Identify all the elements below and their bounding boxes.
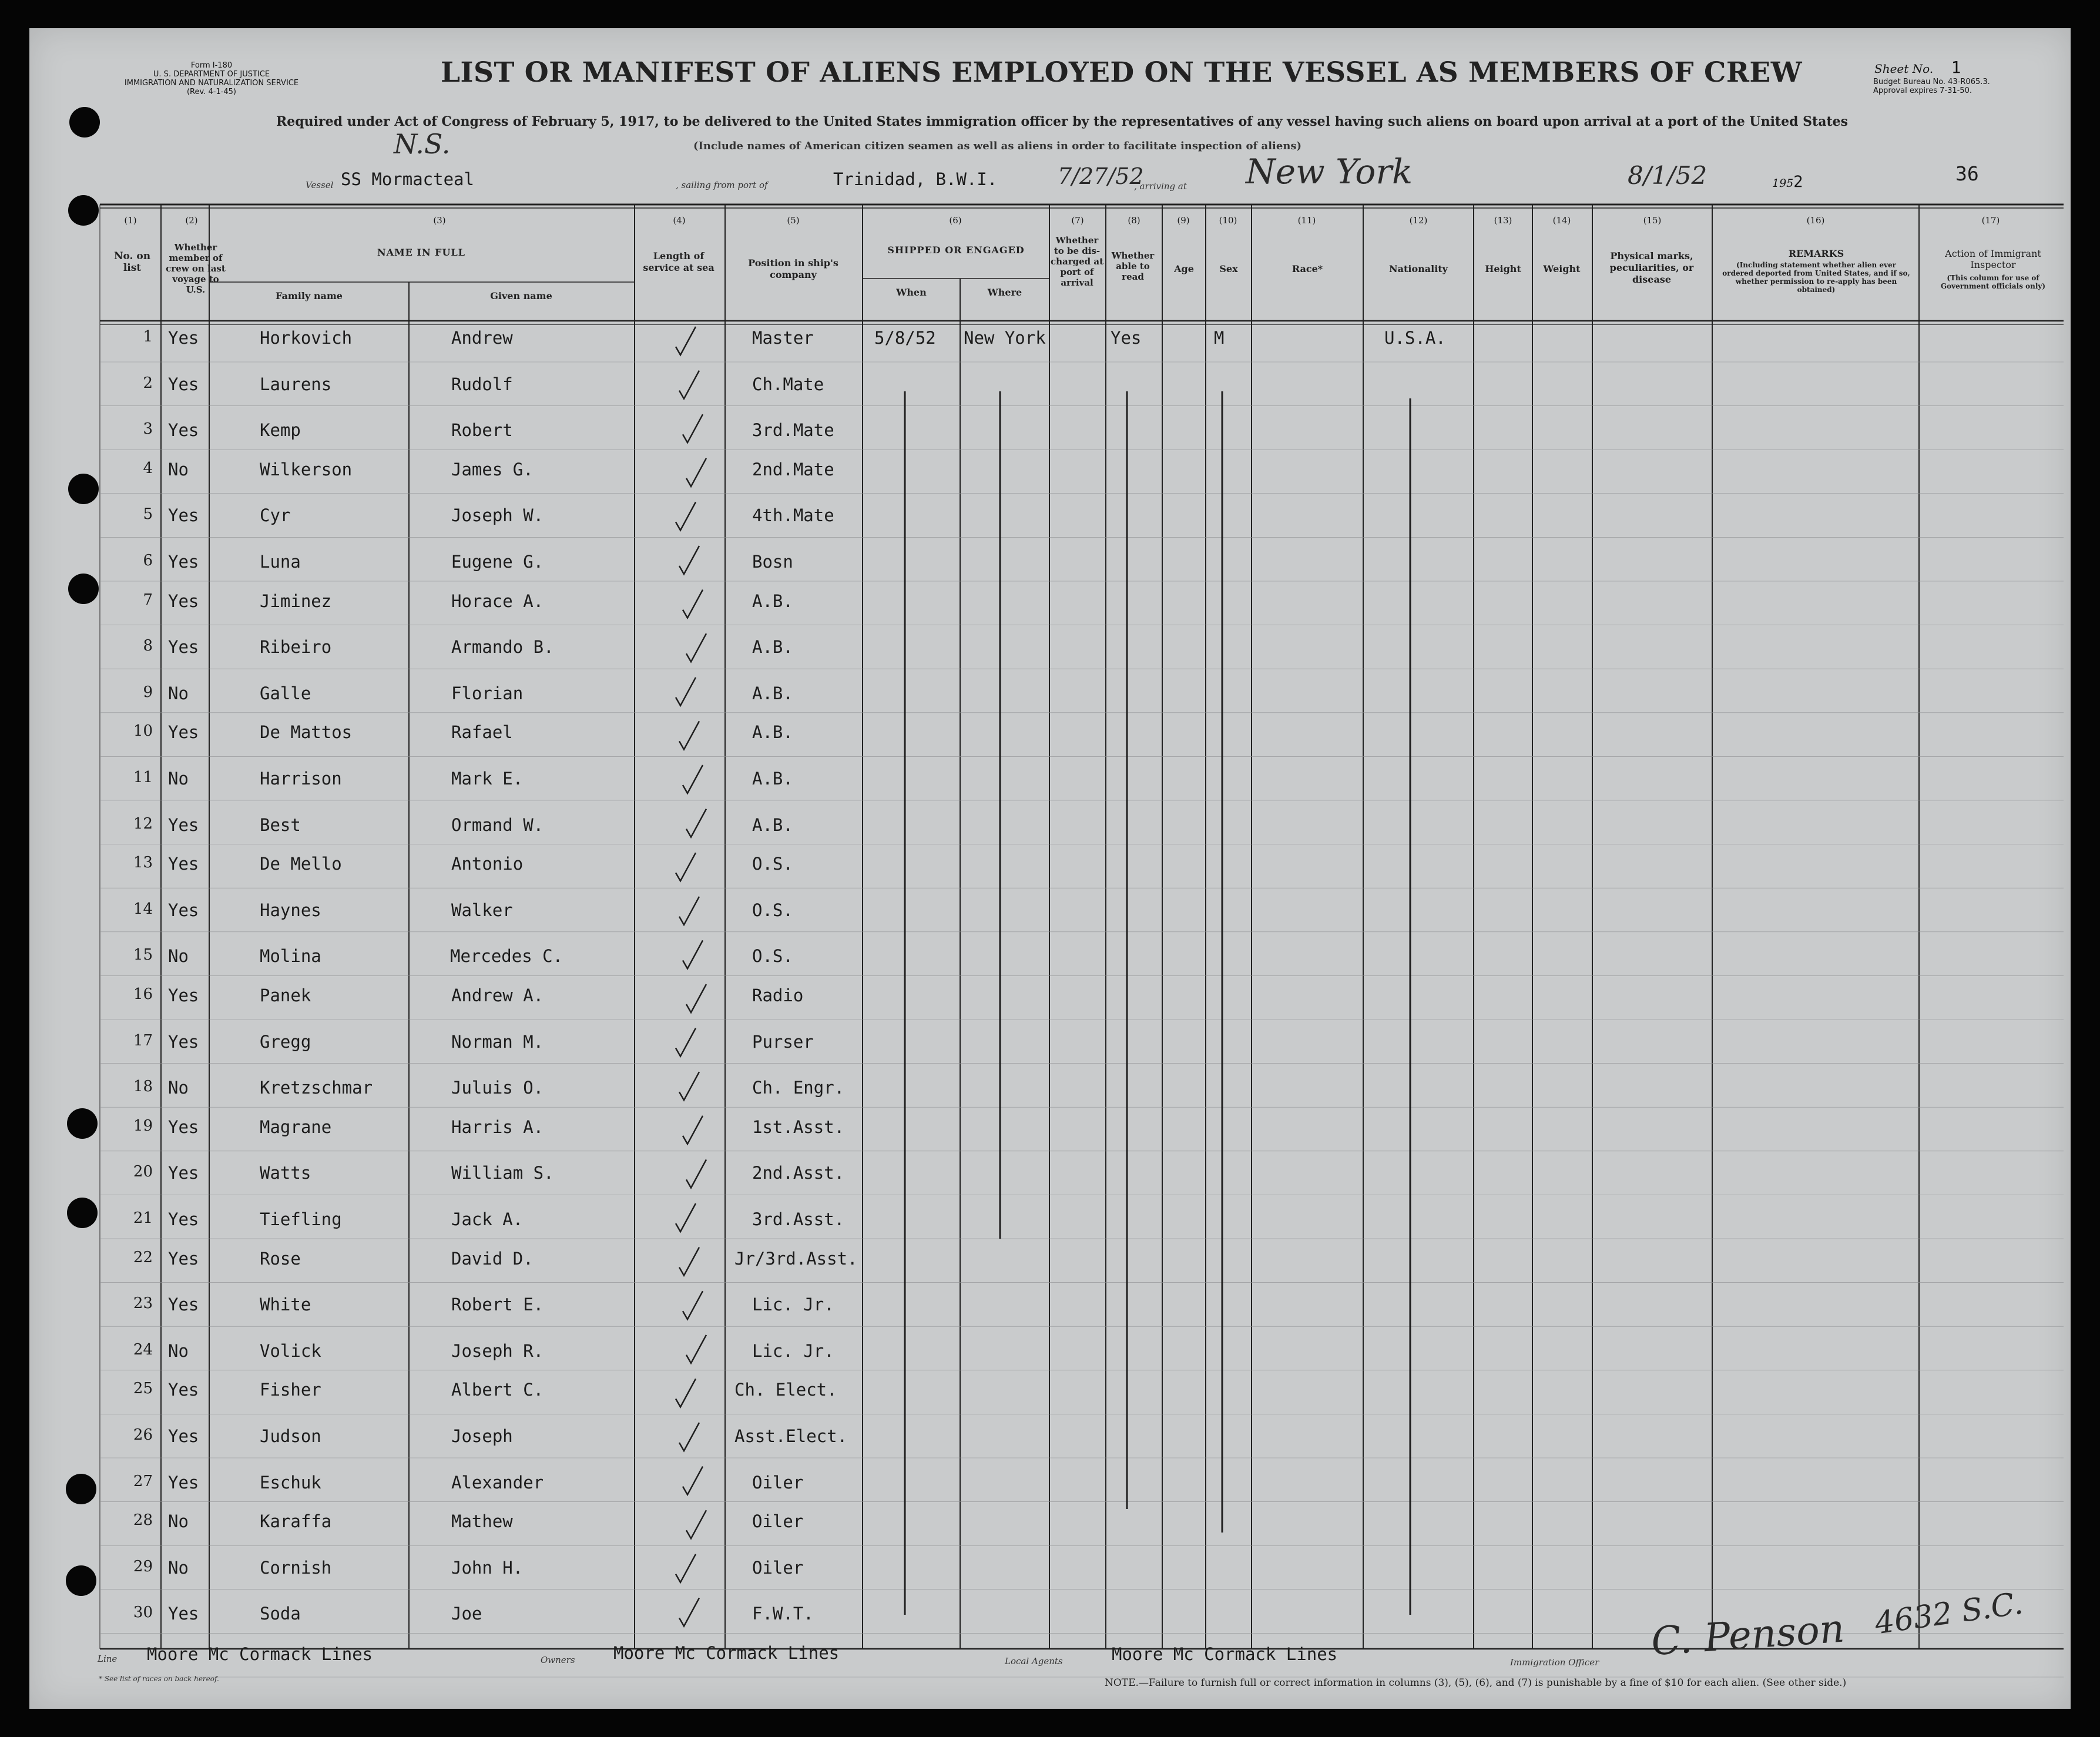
cell-member-last-voyage: Yes bbox=[168, 722, 199, 743]
cell-position: 2nd.Asst. bbox=[752, 1163, 845, 1183]
cell-row-number: 12 bbox=[133, 814, 153, 833]
header-where: Where bbox=[987, 287, 1022, 298]
sheet-label: Sheet No. bbox=[1874, 62, 1934, 76]
check-mark bbox=[686, 1510, 706, 1538]
vessel-label: Vessel bbox=[306, 180, 334, 190]
header-remarks: REMARKS bbox=[1788, 248, 1844, 259]
cell-member-last-voyage: No bbox=[168, 1557, 189, 1578]
check-mark bbox=[676, 1554, 696, 1582]
cell-row-number: 13 bbox=[133, 854, 153, 872]
cell-row-number: 18 bbox=[133, 1078, 153, 1096]
cell-row-number: 3 bbox=[143, 420, 153, 438]
cell-family-name: Harrison bbox=[260, 769, 342, 789]
cell-given-name: Joseph W. bbox=[451, 505, 544, 526]
owners-label: Owners bbox=[541, 1655, 575, 1665]
cell-position: Ch. Engr. bbox=[752, 1078, 845, 1098]
check-mark bbox=[686, 984, 706, 1012]
cell-family-name: Kemp bbox=[260, 420, 301, 441]
cell-row-number: 17 bbox=[133, 1031, 153, 1049]
header-position: Position in ship's company bbox=[748, 257, 838, 280]
cell-family-name: Cornish bbox=[260, 1557, 332, 1578]
cell-position: A.B. bbox=[752, 591, 793, 611]
column-number: (9) bbox=[1177, 215, 1190, 226]
cell-family-name: Horkovich bbox=[260, 328, 353, 348]
cell-row-number: 14 bbox=[133, 900, 153, 918]
cell-nationality: U.S.A. bbox=[1384, 328, 1446, 348]
column-number: (12) bbox=[1409, 215, 1428, 226]
cell-row-number: 21 bbox=[133, 1209, 153, 1227]
cell-position: Purser bbox=[752, 1031, 814, 1052]
column-number: (10) bbox=[1219, 215, 1237, 226]
cell-given-name: Alexander bbox=[451, 1472, 544, 1493]
cell-position: A.B. bbox=[752, 814, 793, 835]
cell-family-name: Volick bbox=[260, 1340, 321, 1361]
cell-given-name: Antonio bbox=[451, 854, 524, 874]
cell-family-name: Tiefling bbox=[260, 1209, 342, 1229]
cell-row-number: 29 bbox=[133, 1557, 153, 1575]
cell-position: Ch. Elect. bbox=[734, 1380, 837, 1400]
form-title: LIST OR MANIFEST OF ALIENS EMPLOYED ON THE VESSEL AS MEMBERS OF CREW bbox=[441, 56, 1803, 89]
agents-value: Moore Mc Cormack Lines bbox=[1112, 1644, 1338, 1664]
sailing-date: 7/27/52 bbox=[1058, 163, 1144, 189]
column-number: (5) bbox=[787, 215, 800, 226]
check-mark bbox=[676, 678, 696, 706]
column-number: (13) bbox=[1494, 215, 1512, 226]
cell-position: Oiler bbox=[752, 1511, 804, 1532]
header-family-name: Family name bbox=[276, 290, 343, 301]
cell-member-last-voyage: No bbox=[168, 1511, 189, 1532]
check-mark bbox=[686, 809, 706, 837]
cell-shipped-when: 5/8/52 bbox=[874, 328, 936, 348]
cell-family-name: Panek bbox=[260, 985, 311, 1005]
header-given-name: Given name bbox=[490, 290, 552, 301]
cell-position: Oiler bbox=[752, 1472, 804, 1493]
page-number: 36 bbox=[1955, 162, 1979, 185]
manifest-sheet bbox=[29, 28, 2071, 1709]
cell-position: O.S. bbox=[752, 854, 793, 874]
column-number: (16) bbox=[1806, 215, 1825, 226]
arriving-label: , arriving at bbox=[1134, 181, 1187, 192]
header-name-in-full: NAME IN FULL bbox=[377, 247, 465, 258]
cell-position: Oiler bbox=[752, 1557, 804, 1578]
cell-given-name: Joseph bbox=[451, 1426, 513, 1446]
cell-family-name: Rose bbox=[260, 1248, 301, 1269]
cell-member-last-voyage: Yes bbox=[168, 1248, 199, 1269]
cell-member-last-voyage: No bbox=[168, 1340, 189, 1361]
cell-member-last-voyage: No bbox=[168, 769, 189, 789]
header-race: Race* bbox=[1291, 263, 1323, 274]
check-mark bbox=[683, 414, 703, 442]
check-mark bbox=[676, 502, 696, 530]
cell-position: Lic. Jr. bbox=[752, 1295, 834, 1315]
cell-family-name: Wilkerson bbox=[260, 459, 353, 479]
cell-position: Master bbox=[752, 328, 814, 348]
cell-member-last-voyage: No bbox=[168, 459, 189, 479]
cell-family-name: Molina bbox=[260, 946, 321, 967]
cell-given-name: Robert E. bbox=[451, 1295, 544, 1315]
check-mark bbox=[679, 1248, 699, 1276]
agents-label: Local Agents bbox=[1005, 1656, 1063, 1666]
cell-sex: M bbox=[1214, 328, 1225, 348]
cell-given-name: Juluis O. bbox=[451, 1078, 544, 1098]
check-mark bbox=[683, 1291, 703, 1319]
check-mark bbox=[683, 765, 703, 793]
cell-family-name: Best bbox=[260, 814, 301, 835]
arriving-port: New York bbox=[1246, 152, 1413, 192]
cell-row-number: 11 bbox=[133, 769, 153, 786]
cell-given-name: Joe bbox=[451, 1604, 482, 1624]
column-number: (4) bbox=[673, 215, 686, 226]
header-action-note: (This column for use of Government officials only) bbox=[1940, 274, 2046, 290]
sailing-label: , sailing from port of bbox=[676, 180, 768, 190]
officer-label: Immigration Officer bbox=[1510, 1657, 1599, 1668]
header-remarks-note: (Including statement whether alien ever ordered deported from United States, and if so, whether permission to re-apply has been obtained) bbox=[1722, 261, 1910, 294]
cell-member-last-voyage: No bbox=[168, 946, 189, 967]
form-revision: (Rev. 4-1-45) bbox=[186, 88, 236, 96]
cell-family-name: White bbox=[260, 1295, 311, 1315]
check-mark bbox=[676, 1379, 696, 1407]
fine-note: NOTE.—Failure to furnish full or correct information in columns (3), (5), (6), and (7) is punishable by a fine of $10 for each alien. (See other side.) bbox=[1105, 1677, 1847, 1689]
cell-given-name: Andrew A. bbox=[451, 985, 544, 1005]
cell-row-number: 23 bbox=[133, 1295, 153, 1313]
cell-family-name: Laurens bbox=[260, 374, 332, 394]
cell-given-name: Albert C. bbox=[451, 1380, 544, 1400]
cell-family-name: Gregg bbox=[260, 1031, 311, 1052]
cell-position: F.W.T. bbox=[752, 1604, 814, 1624]
cell-row-number: 5 bbox=[143, 505, 153, 524]
check-mark bbox=[686, 458, 706, 487]
form-service: IMMIGRATION AND NATURALIZATION SERVICE bbox=[124, 79, 299, 88]
check-mark bbox=[683, 590, 703, 618]
cell-shipped-where: New York bbox=[964, 328, 1046, 348]
cell-row-number: 22 bbox=[133, 1248, 153, 1266]
cell-family-name: Haynes bbox=[260, 900, 321, 920]
cell-row-number: 30 bbox=[133, 1604, 153, 1622]
cell-member-last-voyage: Yes bbox=[168, 1295, 199, 1315]
cell-member-last-voyage: Yes bbox=[168, 1116, 199, 1137]
cell-family-name: Soda bbox=[260, 1604, 301, 1624]
column-number: (2) bbox=[185, 215, 198, 226]
cell-family-name: Kretzschmar bbox=[260, 1078, 373, 1098]
cell-member-last-voyage: Yes bbox=[168, 1163, 199, 1183]
cell-row-number: 9 bbox=[143, 683, 153, 701]
cell-position: 4th.Mate bbox=[752, 505, 834, 526]
cell-family-name: Jiminez bbox=[260, 591, 332, 611]
column-number: (8) bbox=[1128, 215, 1140, 226]
header-age: Age bbox=[1174, 263, 1194, 274]
cell-given-name: Mathew bbox=[451, 1511, 513, 1532]
cell-family-name: Luna bbox=[260, 552, 301, 572]
year-prefix: 195 bbox=[1772, 177, 1794, 190]
sailing-port: Trinidad, B.W.I. bbox=[833, 169, 998, 189]
check-mark bbox=[676, 853, 696, 881]
cell-member-last-voyage: Yes bbox=[168, 328, 199, 348]
approval-expiry: Approval expires 7-31-50. bbox=[1873, 86, 1972, 95]
column-number: (17) bbox=[1981, 215, 2000, 226]
cell-family-name: Fisher bbox=[260, 1380, 321, 1400]
cell-row-number: 16 bbox=[133, 985, 153, 1003]
cell-row-number: 7 bbox=[143, 591, 153, 609]
cell-given-name: Harris A. bbox=[451, 1116, 544, 1137]
line-value: Moore Mc Cormack Lines bbox=[147, 1644, 373, 1664]
column-number: (7) bbox=[1071, 215, 1084, 226]
cell-member-last-voyage: Yes bbox=[168, 374, 199, 394]
cell-position: A.B. bbox=[752, 637, 793, 658]
vessel-annotation: N.S. bbox=[394, 128, 451, 160]
check-mark bbox=[676, 1028, 696, 1057]
cell-given-name: Walker bbox=[451, 900, 513, 920]
cell-given-name: John H. bbox=[451, 1557, 524, 1578]
check-mark bbox=[683, 940, 703, 968]
cell-family-name: Magrane bbox=[260, 1116, 332, 1137]
cell-family-name: Judson bbox=[260, 1426, 321, 1446]
column-number: (14) bbox=[1552, 215, 1571, 226]
cell-given-name: Norman M. bbox=[451, 1031, 544, 1052]
check-mark bbox=[679, 721, 699, 749]
header-length-service: Length of service at sea bbox=[643, 250, 714, 273]
cell-given-name: Horace A. bbox=[451, 591, 544, 611]
cell-member-last-voyage: Yes bbox=[168, 1209, 199, 1229]
cell-given-name: Ormand W. bbox=[451, 814, 544, 835]
cell-member-last-voyage: Yes bbox=[168, 420, 199, 441]
cell-position: O.S. bbox=[752, 900, 793, 920]
check-mark bbox=[679, 1598, 699, 1626]
cell-position: A.B. bbox=[752, 722, 793, 743]
include-note: (Include names of American citizen seamen as well as aliens in order to facilitate inspection of aliens) bbox=[693, 140, 1302, 152]
cell-given-name: Eugene G. bbox=[451, 552, 544, 572]
cell-given-name: Joseph R. bbox=[451, 1340, 544, 1361]
header-no-on-list: No. on list bbox=[113, 250, 151, 274]
cell-given-name: James G. bbox=[451, 459, 534, 479]
cell-position: Bosn bbox=[752, 552, 793, 572]
cell-member-last-voyage: No bbox=[168, 683, 189, 703]
check-mark bbox=[686, 633, 706, 662]
year-suffix: 2 bbox=[1793, 173, 1803, 191]
column-number: (15) bbox=[1643, 215, 1662, 226]
cell-position: Ch.Mate bbox=[752, 374, 824, 394]
cell-family-name: Galle bbox=[260, 683, 311, 703]
check-mark bbox=[679, 371, 699, 399]
cell-given-name: Robert bbox=[451, 420, 513, 441]
cell-member-last-voyage: Yes bbox=[168, 505, 199, 526]
owners-value: Moore Mc Cormack Lines bbox=[613, 1643, 840, 1663]
header-discharged: Whether to be dis-charged at port of arrival bbox=[1050, 235, 1104, 288]
cell-position: 3rd.Asst. bbox=[752, 1209, 845, 1229]
header-member-last-voyage: Whether member of crew on last voyage to U.S. bbox=[166, 242, 226, 295]
check-mark bbox=[686, 1159, 706, 1188]
column-number: (3) bbox=[433, 215, 446, 226]
cell-family-name: Eschuk bbox=[260, 1472, 321, 1493]
cell-row-number: 1 bbox=[143, 328, 153, 346]
cell-given-name: Rafael bbox=[451, 722, 513, 743]
budget-number: Budget Bureau No. 43-R065.3. bbox=[1873, 78, 1990, 86]
header-when: When bbox=[896, 287, 927, 298]
cell-position: Jr/3rd.Asst. bbox=[734, 1248, 858, 1269]
cell-row-number: 24 bbox=[133, 1340, 153, 1359]
vessel-name: SS Mormacteal bbox=[341, 169, 474, 189]
column-number: (1) bbox=[124, 215, 137, 226]
cell-family-name: De Mattos bbox=[260, 722, 353, 743]
check-mark bbox=[676, 327, 696, 355]
cell-member-last-voyage: Yes bbox=[168, 985, 199, 1005]
cell-position: Radio bbox=[752, 985, 804, 1005]
header-weight: Weight bbox=[1543, 263, 1581, 274]
cell-given-name: David D. bbox=[451, 1248, 534, 1269]
cell-family-name: De Mello bbox=[260, 854, 342, 874]
cell-position: Asst.Elect. bbox=[734, 1426, 848, 1446]
check-mark bbox=[686, 1335, 706, 1363]
cell-row-number: 2 bbox=[143, 374, 153, 392]
cell-row-number: 4 bbox=[143, 459, 153, 477]
cell-given-name: Armando B. bbox=[451, 637, 554, 658]
check-mark bbox=[679, 546, 699, 574]
cell-family-name: Cyr bbox=[260, 505, 291, 526]
races-note: * See list of races on back hereof. bbox=[99, 1675, 219, 1683]
cell-row-number: 27 bbox=[133, 1472, 153, 1490]
cell-row-number: 25 bbox=[133, 1380, 153, 1398]
cell-member-last-voyage: Yes bbox=[168, 854, 199, 874]
cell-member-last-voyage: Yes bbox=[168, 814, 199, 835]
cell-family-name: Ribeiro bbox=[260, 637, 332, 658]
cell-position: 1st.Asst. bbox=[752, 1116, 845, 1137]
header-height: Height bbox=[1485, 263, 1521, 274]
form-subtitle: Required under Act of Congress of February 5, 1917, to be delivered to the United States immigration officer by the representatives of any vessel having such aliens on board upon arrival at a port of the United States bbox=[276, 114, 1848, 129]
cell-family-name: Watts bbox=[260, 1163, 311, 1183]
header-shipped-engaged: SHIPPED OR ENGAGED bbox=[887, 244, 1025, 256]
cell-given-name: Florian bbox=[451, 683, 524, 703]
cell-member-last-voyage: Yes bbox=[168, 1604, 199, 1624]
header-action: Action of Immigrant Inspector bbox=[1945, 248, 2041, 270]
column-number: (6) bbox=[949, 215, 962, 226]
header-sex: Sex bbox=[1219, 263, 1238, 274]
cell-row-number: 15 bbox=[133, 946, 153, 964]
cell-member-last-voyage: Yes bbox=[168, 591, 199, 611]
check-mark bbox=[683, 1116, 703, 1144]
cell-given-name: Rudolf bbox=[451, 374, 513, 394]
header-nationality: Nationality bbox=[1389, 263, 1448, 274]
check-mark bbox=[676, 1203, 696, 1232]
cell-row-number: 19 bbox=[133, 1116, 153, 1135]
cell-member-last-voyage: Yes bbox=[168, 1472, 199, 1493]
cell-position: A.B. bbox=[752, 683, 793, 703]
cell-position: Lic. Jr. bbox=[752, 1340, 834, 1361]
cell-given-name: Mercedes C. bbox=[450, 946, 563, 967]
cell-row-number: 20 bbox=[133, 1163, 153, 1181]
column-number: (11) bbox=[1297, 215, 1316, 226]
cell-family-name: Karaffa bbox=[260, 1511, 332, 1532]
check-mark bbox=[683, 1467, 703, 1495]
line-label: Line bbox=[98, 1654, 118, 1664]
cell-position: 2nd.Mate bbox=[752, 459, 834, 479]
stamp-annotation: 4632 S.C. bbox=[1873, 1585, 2025, 1642]
sheet-value: 1 bbox=[1951, 58, 1961, 77]
cell-position: O.S. bbox=[752, 946, 793, 967]
check-mark bbox=[679, 897, 699, 925]
cell-member-last-voyage: Yes bbox=[168, 552, 199, 572]
cell-row-number: 6 bbox=[143, 552, 153, 569]
cell-given-name: William S. bbox=[451, 1163, 554, 1183]
form-number: Form I-180 bbox=[190, 61, 233, 70]
arrival-date: 8/1/52 bbox=[1628, 161, 1707, 190]
cell-member-last-voyage: Yes bbox=[168, 1380, 199, 1400]
header-able-to-read: Whether able to read bbox=[1111, 250, 1155, 282]
check-mark bbox=[679, 1072, 699, 1100]
header-physical: Physical marks, peculiarities, or disease bbox=[1609, 250, 1694, 285]
cell-row-number: 26 bbox=[133, 1426, 153, 1444]
cell-member-last-voyage: Yes bbox=[168, 1426, 199, 1446]
cell-given-name: Mark E. bbox=[451, 769, 524, 789]
form-department: U. S. DEPARTMENT OF JUSTICE bbox=[153, 70, 270, 79]
officer-signature: C. Penson bbox=[1649, 1605, 1846, 1665]
check-mark bbox=[679, 1423, 699, 1451]
cell-position: A.B. bbox=[752, 769, 793, 789]
cell-member-last-voyage: Yes bbox=[168, 637, 199, 658]
cell-given-name: Andrew bbox=[451, 328, 513, 348]
cell-row-number: 28 bbox=[133, 1511, 153, 1530]
cell-member-last-voyage: No bbox=[168, 1078, 189, 1098]
cell-member-last-voyage: Yes bbox=[168, 900, 199, 920]
cell-position: 3rd.Mate bbox=[752, 420, 834, 441]
cell-given-name: Jack A. bbox=[451, 1209, 524, 1229]
cell-member-last-voyage: Yes bbox=[168, 1031, 199, 1052]
cell-row-number: 8 bbox=[143, 637, 153, 655]
cell-row-number: 10 bbox=[133, 722, 153, 740]
cell-able-to-read: Yes bbox=[1111, 328, 1142, 348]
